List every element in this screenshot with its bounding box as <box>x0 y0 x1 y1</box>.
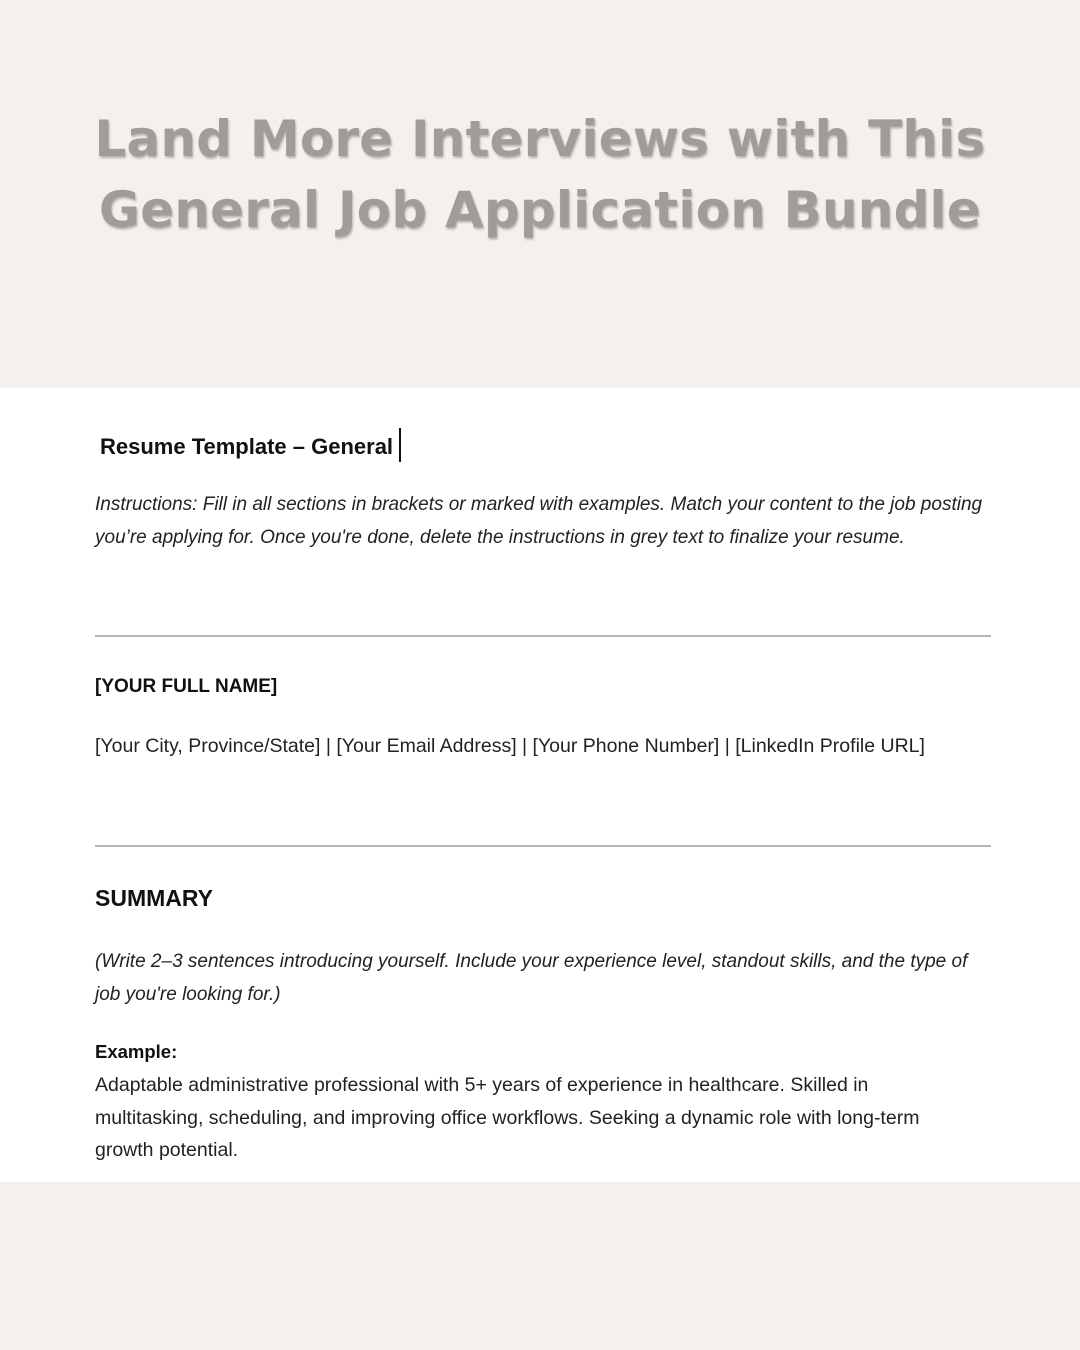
full-name-placeholder: [YOUR FULL NAME] <box>95 676 278 697</box>
document-title-text: Resume Template – General <box>100 434 394 459</box>
contact-info-placeholder: [Your City, Province/State] | [Your Email Address] | [Your Phone Number] | [LinkedIn Profile URL] <box>95 735 925 757</box>
promo-banner <box>0 0 1080 388</box>
headline-line-2: General Job Application Bundle <box>98 181 982 239</box>
summary-heading: SUMMARY <box>95 885 213 911</box>
summary-instructions: (Write 2–3 sentences introducing yourself. Include your experience level, standout skills, and the type of job you're looking for.) <box>95 951 968 1005</box>
headline-line-1: Land More Interviews with This <box>94 110 986 168</box>
divider <box>95 635 991 637</box>
divider <box>95 845 991 847</box>
instructions-text: Instructions: Fill in all sections in brackets or marked with examples. Match your content to the job posting you’re applying for. Once you're done, delete the instructions in grey text to finalize your resume. <box>95 494 983 548</box>
example-text: Adaptable administrative professional with 5+ years of experience in healthcare. Skilled in multitasking, scheduling, and improving office workflows. Seeking a dynamic role with long-term growth potential. <box>95 1074 920 1161</box>
headline <box>0 104 1080 246</box>
text-cursor <box>399 428 401 462</box>
document-title[interactable] <box>100 428 401 462</box>
example-label: Example: <box>95 1041 178 1062</box>
resume-document-preview <box>0 388 1080 1182</box>
